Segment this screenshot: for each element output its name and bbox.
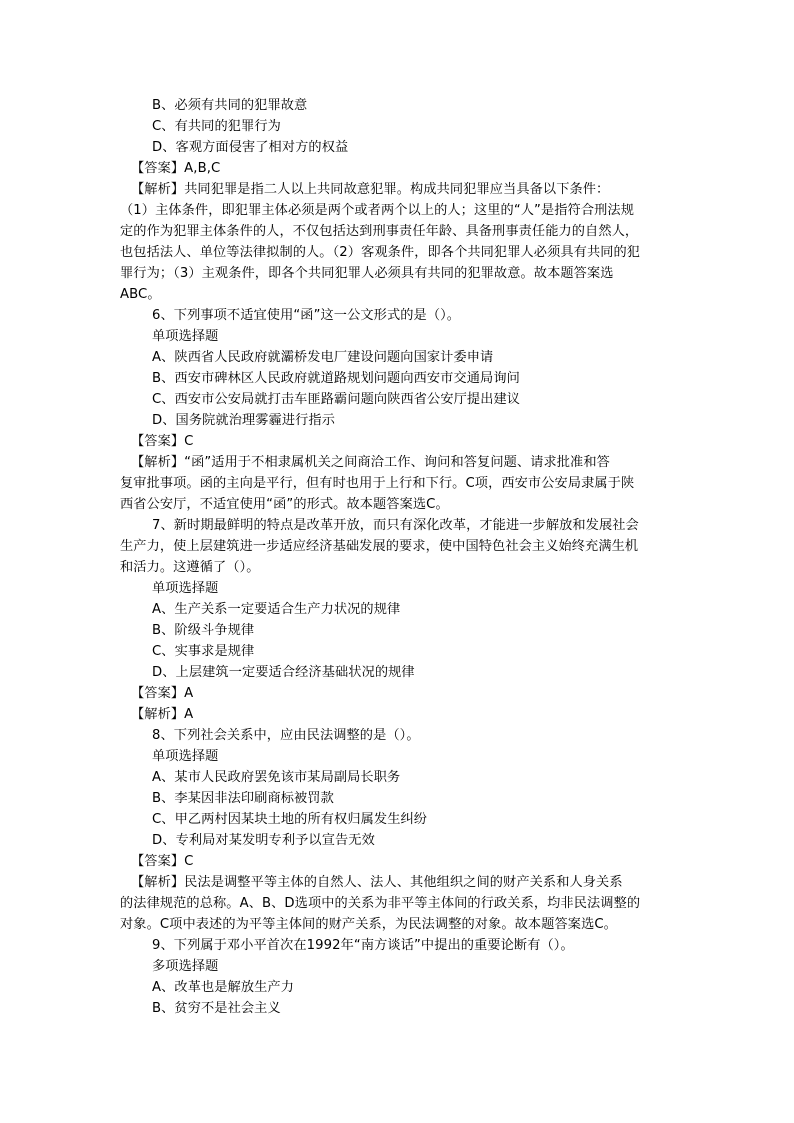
question-6: 6、下列事项不适宜使用“函”这一公文形式的是（）。 [152, 308, 461, 323]
answer: 【答案】A [131, 686, 194, 701]
question-type: 多项选择题 [152, 959, 219, 974]
option-b: B、李某因非法印刷商标被罚款 [152, 791, 334, 806]
question-8: 8、下列社会关系中，应由民法调整的是（）。 [152, 728, 420, 743]
question-type: 单项选择题 [152, 329, 219, 344]
analysis: 【解析】民法是调整平等主体的自然人、法人、其他组织之间的财产关系和人身关系 [131, 875, 623, 890]
analysis-line: 复审批事项。函的主向是平行，但有时也用于上行和下行。C项，西安市公安局隶属于陕 [120, 476, 635, 491]
analysis: 【解析】A [131, 707, 194, 722]
option-c: C、西安市公安局就打击车匪路霸问题向陕西省公安厅提出建议 [152, 392, 521, 407]
analysis-line: 也包括法人、单位等法律拟制的人。（2）客观条件，即各个共同犯罪人必须具有共同的犯 [120, 245, 641, 260]
option-d: D、上层建筑一定要适合经济基础状况的规律 [152, 665, 415, 680]
option-a: A、某市人民政府罢免该市某局副局长职务 [152, 770, 401, 785]
question-9: 9、下列属于邓小平首次在1992年“南方谈话”中提出的重要论断有（）。 [152, 938, 574, 953]
analysis-line: 定的作为犯罪主体条件的人，不仅包括达到刑事责任年龄、具备刑事责任能力的自然人， [120, 224, 639, 239]
option-a: A、改革也是解放生产力 [152, 980, 294, 995]
analysis-line: 对象。C项中表述的为平等主体间的财产关系，为民法调整的对象。故本题答案选C。 [120, 917, 617, 932]
option-c: C、甲乙两村因某块土地的所有权归属发生纠纷 [152, 812, 428, 827]
question-7: 7、新时期最鲜明的特点是改革开放，而只有深化改革，才能进一步解放和发展社会 [152, 518, 639, 533]
analysis-line: 西省公安厅，不适宜使用“函”的形式。故本题答案选C。 [120, 497, 449, 512]
option-b: B、西安市碑林区人民政府就道路规划问题向西安市交通局询问 [152, 371, 520, 386]
answer: 【答案】A,B,C [131, 161, 221, 176]
answer: 【答案】C [131, 854, 194, 869]
option-d: D、专利局对某发明专利予以宣告无效 [152, 833, 375, 848]
question-line: 生产力，使上层建筑进一步适应经济基础发展的要求，使中国特色社会主义始终充满生机 [120, 539, 639, 554]
option-c: C、实事求是规律 [152, 644, 255, 659]
analysis-line: （1）主体条件，即犯罪主体必须是两个或者两个以上的人；这里的“人”是指符合刑法规 [120, 203, 634, 218]
analysis: 【解析】共同犯罪是指二人以上共同故意犯罪。构成共同犯罪应当具备以下条件： [131, 182, 610, 197]
analysis-line: ABC。 [120, 287, 161, 302]
question-type: 单项选择题 [152, 749, 219, 764]
option-d: D、国务院就治理雾霾进行指示 [152, 413, 335, 428]
option-a: A、陕西省人民政府就灞桥发电厂建设问题向国家计委申请 [152, 350, 494, 365]
option-a: A、生产关系一定要适合生产力状况的规律 [152, 602, 401, 617]
question-line: 和活力。这遵循了（）。 [120, 560, 260, 575]
answer: 【答案】C [131, 434, 194, 449]
question-type: 单项选择题 [152, 581, 219, 596]
option-d: D、客观方面侵害了相对方的权益 [152, 140, 349, 155]
analysis-line: 罪行为；（3）主观条件，即各个共同犯罪人必须具有共同的犯罪故意。故本题答案选 [120, 266, 614, 281]
analysis-line: 的法律规范的总称。A、B、D选项中的关系为非平等主体间的行政关系，均非民法调整的 [120, 896, 641, 911]
option-b: B、必须有共同的犯罪故意 [152, 98, 308, 113]
option-b: B、阶级斗争规律 [152, 623, 255, 638]
analysis: 【解析】“函”适用于不相隶属机关之间商洽工作、询问和答复问题、请求批准和答 [131, 455, 610, 470]
option-c: C、有共同的犯罪行为 [152, 119, 281, 134]
option-b: B、贫穷不是社会主义 [152, 1001, 281, 1016]
